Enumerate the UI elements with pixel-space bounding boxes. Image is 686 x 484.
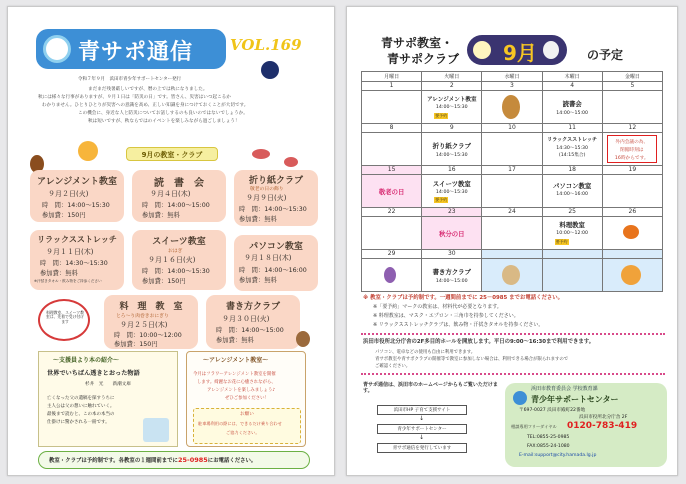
calendar-day: 12 xyxy=(602,124,662,133)
class-card-arrangement xyxy=(30,170,124,222)
weekday-header: 月曜日 xyxy=(362,72,422,82)
calendar-day: 25 xyxy=(542,208,602,217)
class-name: 折り紙クラブ xyxy=(248,176,303,186)
calendar-day: 4 xyxy=(542,82,602,91)
class-date: ９月３０日(火) xyxy=(222,315,270,323)
calendar-cell xyxy=(482,175,542,208)
event-gather-time: (14:15集合) xyxy=(558,153,586,158)
class-date: ９月１８日(木) xyxy=(244,254,292,262)
reservation-phone: 25-0985 xyxy=(177,456,208,464)
class-date: ９月２５日(木) xyxy=(120,321,168,329)
class-subtitle: とろ～り肉巻きおにぎり xyxy=(116,314,169,319)
calendar-cell xyxy=(362,259,422,292)
schedule-note: ※ 料理教室は、マスク・エプロン・三角巾を持参してください。 xyxy=(373,313,519,319)
closing-line: 外内会議の為、 xyxy=(615,140,649,145)
girl-illustration-icon xyxy=(78,141,98,161)
calendar-cell xyxy=(422,259,482,292)
calendar-cell xyxy=(362,91,422,124)
calendar-day: 15 xyxy=(362,166,422,175)
calendar-cell xyxy=(602,91,662,124)
holiday-name: 敬老の日 xyxy=(378,188,405,196)
class-fee: 参加費：無料 xyxy=(40,270,78,277)
persimmon-icon xyxy=(623,225,639,239)
calendar-day xyxy=(482,250,542,259)
hall-notice-heading: 浜田市役所北分庁舎の2F多目的ホールを開放します。平日の9:00～16:30まで利用できます。 xyxy=(363,339,595,345)
intro-line: 秋は短いですが、秋ならではのイベントを楽しみながら過ごしましょう！ xyxy=(88,119,240,124)
class-time: 時 間：14:00～15:30 xyxy=(42,202,110,209)
event-title: 料理教室 xyxy=(559,221,585,229)
dragonfly-icon xyxy=(284,157,298,167)
newsletter-title: 青サポ通信 xyxy=(78,40,194,65)
class-card-sweets xyxy=(132,230,226,290)
intro-line: 秋には様々な行事がありますが、９月１日は「防災の日」です。皆さん、災害はいつ起こるか xyxy=(38,95,231,100)
freedial-label: 相談専用フリーダイヤル xyxy=(511,424,557,429)
calendar-cell xyxy=(482,133,542,166)
calendar-cell xyxy=(482,91,542,124)
newsletter-web-note: 青サポ通信は、浜田市のホームページからもご覧いただけます。 xyxy=(363,382,498,394)
calendar-day: 29 xyxy=(362,250,422,259)
calendar-day: 5 xyxy=(602,82,662,91)
class-card-cooking xyxy=(104,295,198,349)
calendar-day: 16 xyxy=(422,166,482,175)
calendar-day: 2 xyxy=(422,82,482,91)
moon-icon xyxy=(261,61,279,79)
arrow-down-icon: ↓ xyxy=(419,434,425,441)
book-body-line: 主人公は父の想いに触れていく。 xyxy=(47,404,115,409)
center-email[interactable]: E-mail:support@city.hamada.lg.jp xyxy=(519,453,597,458)
intro-line: わかりません。ひとりひとりが災害への意識を高め、正しい知識を身につけておくことが大切です。 xyxy=(42,103,249,108)
class-fee: 参加費：無料 xyxy=(142,212,180,219)
volume-number: VOL.169 xyxy=(230,36,302,54)
calendar-day: 9 xyxy=(422,124,482,133)
reservation-text: 教室・クラブは予約制です。各教室の１週間前までに xyxy=(49,458,178,464)
book-body-line: 亡くなった父の遺稿を探すうちに xyxy=(47,396,115,401)
event-time: 14:00～15:00 xyxy=(435,279,468,284)
divider xyxy=(361,333,665,335)
class-fee: 参加費：150円 xyxy=(42,212,86,219)
calendar-cell xyxy=(362,133,422,166)
arrange-body-line: アレンジメントを楽しみましょう♪ xyxy=(207,388,276,393)
schedule-title-suffix: の予定 xyxy=(587,48,624,62)
closing-line: 閉館時刻は xyxy=(620,148,644,153)
event-title: リラックスストレッチ xyxy=(547,137,598,143)
calendar-cell xyxy=(362,217,422,250)
weekday-header: 火曜日 xyxy=(422,72,482,82)
center-address: 〒697-0027 浜田市殿町22番地 xyxy=(519,408,586,413)
class-time: 時 間：14:30～15:30 xyxy=(40,260,108,267)
newsletter-title-banner xyxy=(36,29,226,69)
event-title: 折り紙クラブ xyxy=(432,142,471,150)
class-fee: 参加費：150円 xyxy=(142,278,186,285)
class-fee: 参加費：無料 xyxy=(216,337,254,344)
first-come-note xyxy=(38,299,90,341)
flow-step: 浜田市HP 子育て支援サイト xyxy=(377,405,467,415)
calendar-day: 26 xyxy=(602,208,662,217)
event-time: 14:00～15:30 xyxy=(435,190,468,195)
event-title: 読書会 xyxy=(562,100,582,108)
class-date: ９月４日(木) xyxy=(150,190,191,198)
center-fax: FAX:0855-24-1080 xyxy=(527,444,570,449)
event-time: 14:30～15:30 xyxy=(556,146,589,151)
schedule-note: ※「要予約」マークの教室は、材料代が必要となります。 xyxy=(373,304,502,310)
class-date: ９月２日(火) xyxy=(48,190,89,198)
arrange-body-line: 今月はフラワーアレンジメント教室を開催 xyxy=(193,372,276,377)
hall-notice-line: パソコン、電卓などの使用も自由に利用できます。 xyxy=(375,350,476,355)
calendar-day: 17 xyxy=(482,166,542,175)
center-name: 青少年サポートセンター xyxy=(531,395,619,404)
request-heading: お願い xyxy=(240,412,254,417)
arrange-body-line: ぜひご参加ください！ xyxy=(225,396,269,401)
hall-notice-line: 青サポ教室や青サポクラブの開催等で教室に参加しない場合は、利用できる場合が限られますので xyxy=(375,357,569,362)
book-title: 世界でいちばん透きとおった物語 xyxy=(47,370,140,377)
book-cover-icon xyxy=(143,418,169,442)
calendar-cell xyxy=(482,217,542,250)
class-time: 時 間：14:00～15:00 xyxy=(142,202,210,209)
calendar-day: 30 xyxy=(422,250,482,259)
section-heading xyxy=(126,147,218,161)
schedule-title-line1: 青サポ教室・ xyxy=(381,36,454,50)
weekday-header: 木曜日 xyxy=(542,72,602,82)
schedule-note: ※ 教室・クラブは予約制です。一週間前までに 25－0985 までお電話ください。 xyxy=(363,295,564,301)
calendar-cell xyxy=(602,175,662,208)
event-time: 14:00～16:00 xyxy=(556,192,589,197)
chestnut-icon xyxy=(502,265,520,285)
scarecrow-icon xyxy=(502,95,520,119)
class-fee: 参加費：無料 xyxy=(239,216,277,223)
class-subtitle: 敬老の日の飾り xyxy=(250,187,284,192)
class-name: 料 理 教 室 xyxy=(119,302,183,312)
book-author: 杉井 光 新潮文庫 xyxy=(85,382,131,387)
dango-icon xyxy=(543,41,559,59)
schedule-title-line2: 青サポクラブ xyxy=(387,52,460,66)
first-come-note-text: 料理教室、スイーツ教室は、先着で受け付けます xyxy=(46,310,84,324)
calendar-cell xyxy=(422,175,482,208)
calendar-cell xyxy=(422,91,482,124)
reservation-tag: 要予約 xyxy=(435,197,448,202)
class-time: 時 間：14:00～16:00 xyxy=(239,267,307,274)
calendar-day: 11 xyxy=(542,124,602,133)
calendar-day: 22 xyxy=(362,208,422,217)
request-line: ご協力ください。 xyxy=(226,430,260,435)
book-body-line: 最後まで読むと、この本の本当の xyxy=(47,412,115,417)
arrow-down-icon: ↓ xyxy=(419,415,425,422)
class-card-stretch xyxy=(30,230,124,290)
schedule-note: ※ リラックスストレッチクラブは、飲み物・汗拭きタオルを持参ください。 xyxy=(373,322,544,328)
center-tel: TEL:0855-25-0985 xyxy=(527,435,570,440)
reservation-tag: 要予約 xyxy=(435,113,448,118)
flow-step: 青少年サポートセンター xyxy=(377,424,467,434)
class-fee: 参加費：無料 xyxy=(239,277,277,284)
calendar-day: 8 xyxy=(362,124,422,133)
event-time: 14:00～15:30 xyxy=(435,153,468,158)
calendar-cell xyxy=(422,217,482,250)
arrange-box-heading: ～アレンジメント教室～ xyxy=(203,357,269,364)
weekday-header: 金曜日 xyxy=(602,72,662,82)
reservation-text-end: にお電話ください。 xyxy=(207,458,257,464)
calendar-day xyxy=(602,250,662,259)
center-contact-card xyxy=(505,383,667,467)
class-name: リラックスストレッチ xyxy=(37,235,117,244)
month-label: 9月 xyxy=(503,41,537,65)
section-heading-label: 9月の教室・クラブ xyxy=(141,151,203,159)
flow-step: 青サポ通信を発行しています xyxy=(377,443,467,453)
class-card-origami xyxy=(234,170,318,226)
divider xyxy=(361,373,665,375)
event-title: 書き方クラブ xyxy=(432,268,471,276)
center-department: 浜田市教育委員会 学校教育課 xyxy=(531,386,598,392)
freedial-number: 0120-783-419 xyxy=(567,421,638,431)
event-title: パソコン教室 xyxy=(553,182,592,190)
calendar-day: 23 xyxy=(422,208,482,217)
class-date: ９月１６日(火) xyxy=(148,256,196,264)
calendar-cell xyxy=(482,259,542,292)
calendar-cell xyxy=(542,91,602,124)
arrange-body-line: します。綺麗なお花に心癒されながら、 xyxy=(197,380,276,385)
book-introduction-box xyxy=(38,351,178,447)
event-time: 10:00～12:00 xyxy=(556,231,589,236)
tree-icon xyxy=(621,265,641,285)
class-date: ９月１１日(木) xyxy=(46,248,94,256)
center-address-2: 浜田市役所北分庁舎 2F xyxy=(579,415,628,420)
calendar-cell xyxy=(602,217,662,250)
class-time: 時 間：10:00～12:00 xyxy=(114,332,182,339)
calendar-cell xyxy=(542,217,602,250)
calendar-cell xyxy=(542,133,602,166)
calendar-cell xyxy=(602,259,662,292)
calendar-day xyxy=(542,250,602,259)
hall-notice-line: ご確認ください。 xyxy=(375,364,411,369)
event-time: 14:00～15:30 xyxy=(435,105,468,110)
class-time: 時 間：14:00～15:00 xyxy=(216,327,284,334)
book-body-line: 仕掛けに驚かされる一冊です。 xyxy=(47,420,110,425)
calendar-day: 3 xyxy=(482,82,542,91)
class-card-calligraphy xyxy=(206,295,300,349)
class-note: ※汗拭きタオル・飲み物をご持参ください xyxy=(34,279,102,283)
calendar-cell xyxy=(602,133,662,166)
class-card-reading xyxy=(132,170,226,222)
class-name: スイーツ教室 xyxy=(152,237,206,247)
reservation-note xyxy=(38,451,310,469)
calendar-cell xyxy=(362,175,422,208)
logo-icon xyxy=(513,391,527,405)
arrangement-info-box xyxy=(186,351,306,447)
dragonfly-icon xyxy=(252,149,270,159)
parking-request xyxy=(193,408,301,444)
class-card-pc xyxy=(234,235,318,291)
class-name: 書き方クラブ xyxy=(225,302,280,312)
intro-line: まだまだ残暑厳しいですが、暦の上では秋になりました。 xyxy=(88,87,208,92)
request-line: 駐車場利用の際には、できるだけ乗り合わせ xyxy=(198,421,282,426)
grapes-icon xyxy=(384,267,396,283)
calendar-day: 1 xyxy=(362,82,422,91)
event-title: アレンジメント教室 xyxy=(426,97,477,103)
event-time: 14:00～15:00 xyxy=(556,111,589,116)
newsletter-page-right xyxy=(346,6,678,476)
calendar-day: 19 xyxy=(602,166,662,175)
class-date: ９月９日(火) xyxy=(246,194,287,202)
calendar-cell xyxy=(542,175,602,208)
calendar-day: 10 xyxy=(482,124,542,133)
calendar-day: 24 xyxy=(482,208,542,217)
newsletter-page-left xyxy=(7,6,335,476)
calendar-cell xyxy=(422,133,482,166)
class-name: 読 書 会 xyxy=(154,178,204,189)
issue-line: 令和７年９月 浜田市青少年サポートセンター発行 xyxy=(78,77,182,82)
closing-notice xyxy=(607,135,657,163)
class-name: アレンジメント教室 xyxy=(37,177,117,187)
monthly-calendar xyxy=(361,71,663,292)
weekday-header: 水曜日 xyxy=(482,72,542,82)
intro-line: この機会に、身近な人と防災についてお話しするのも良いのではないでしょうか。 xyxy=(78,111,248,116)
reservation-tag: 要予約 xyxy=(555,239,568,244)
class-subtitle: おはぎ xyxy=(168,249,183,254)
month-badge xyxy=(467,35,567,65)
moon-icon xyxy=(473,41,491,59)
closing-line: 16時からです。 xyxy=(614,156,649,161)
class-time: 時 間：14:00～15:30 xyxy=(239,206,307,213)
logo-icon xyxy=(43,35,71,63)
class-time: 時 間：14:00～15:30 xyxy=(142,268,210,275)
pinecone-icon xyxy=(296,331,310,347)
class-name: パソコン教室 xyxy=(249,242,303,252)
calendar-cell xyxy=(542,259,602,292)
book-box-heading: ～支援員より本の紹介～ xyxy=(53,357,120,364)
class-fee: 参加費：150円 xyxy=(114,341,158,348)
event-title: スイーツ教室 xyxy=(432,180,471,188)
holiday-name: 秋分の日 xyxy=(439,230,465,238)
calendar-day: 18 xyxy=(542,166,602,175)
